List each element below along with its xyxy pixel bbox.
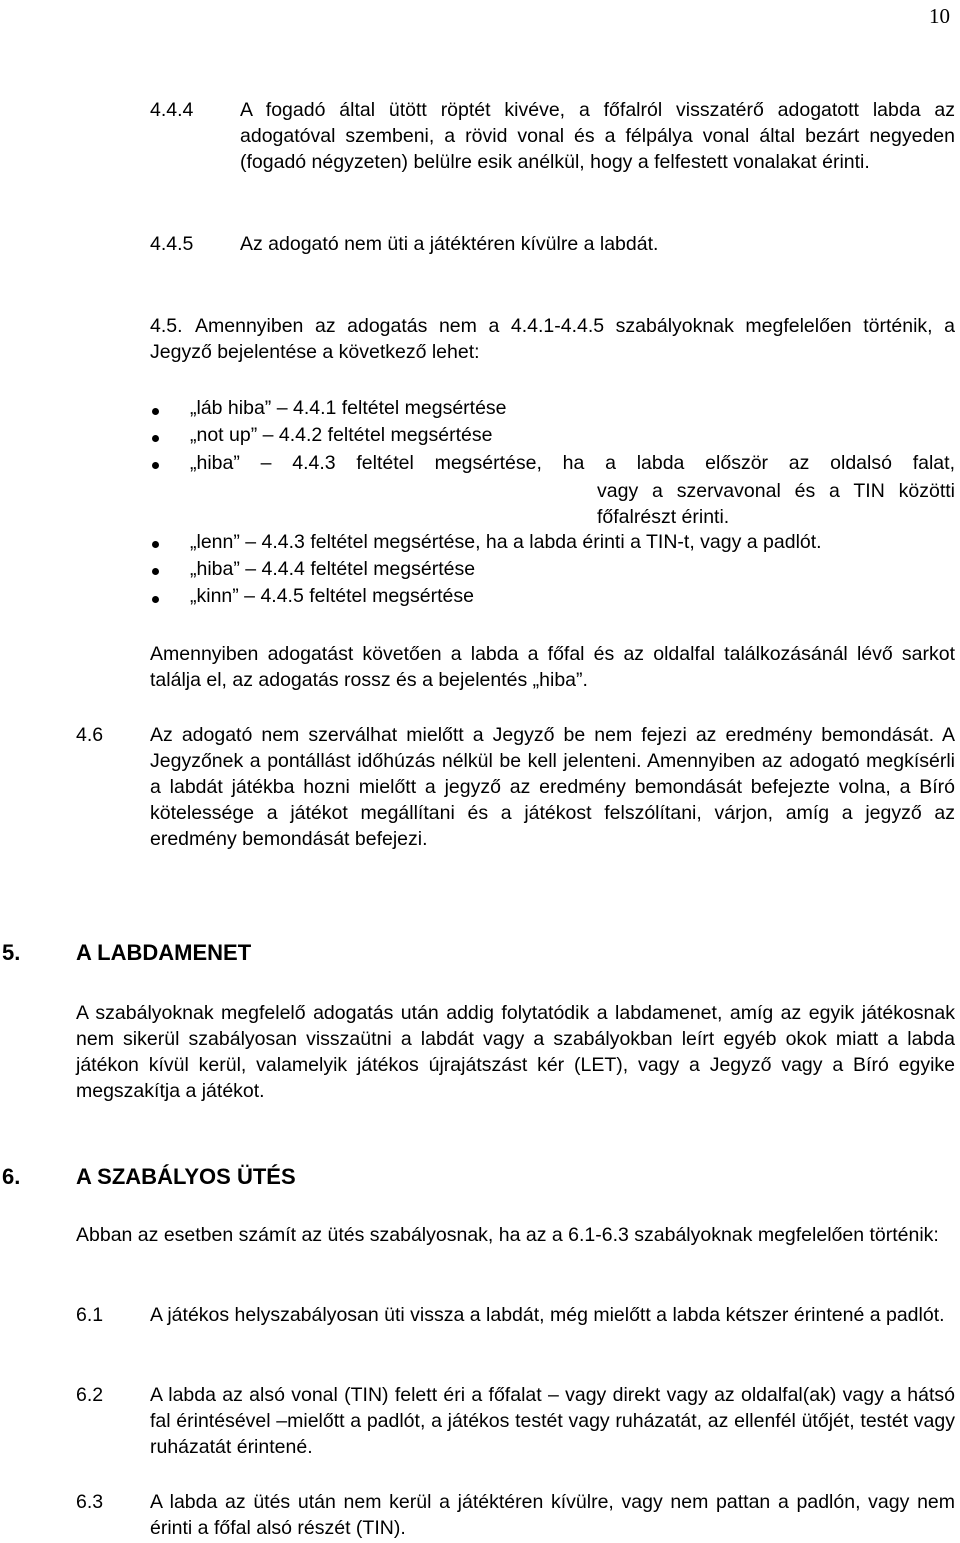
page-number: 10 [929,4,950,28]
rule-text-6-1: A játékos helyszabályosan üti vissza a labdát, még mielőtt a labda kétszer érintené a padlót. [150,1304,945,1326]
section-text-4-6: Az adogató nem szerválhat mielőtt a Jegyző be nem fejezi az eredmény bemondását. A Jegyzőnek a pontállást időhúzás nélkül be kell jelenteni. Amennyiben az adogató megkísérli a labdát játékba hozni mielőtt a jegyző az eredmény bemondását befejezte volna, a Bíró kötelessége a játékot megállítani és a játékost felszólítani, várjon, amíg a jegyző az eredmény bemondását befejezi. [150,724,955,850]
section-text-4-5: Amennyiben az adogatás nem a 4.4.1-4.4.5 szabályoknak megfelelően történik, a Jegyző bejelentése a következő lehet: [150,315,955,363]
bullet-dot [152,596,159,603]
list-item: „láb hiba” – 4.4.1 feltétel megsértése [190,397,507,419]
bullet-dot [152,408,159,415]
section-number-4-4-4: 4.4.4 [150,99,194,121]
heading-labdamenet: A LABDAMENET [76,940,252,965]
bullet-dot [152,568,159,575]
list-item: „lenn” – 4.4.3 feltétel megsértése, ha a labda érinti a TIN-t, vagy a padlót. [190,531,822,553]
rule-number-6-2: 6.2 [76,1384,104,1406]
list-item: „hiba” – 4.4.4 feltétel megsértése [190,558,476,580]
rule-text-6-3: A labda az ütés után nem kerül a játéktéren kívülre, vagy nem pattan a padlón, vagy nem érinti a főfal alsó részét (TIN). [150,1491,955,1539]
list-item: „hiba” – 4.4.3 feltétel megsértése, ha a labda először az oldalsó falat, [190,452,955,474]
rule-number-6-1: 6.1 [76,1304,104,1326]
section-text-5: A szabályoknak megfelelő adogatás után addig folytatódik a labdamenet, amíg az egyik játékosnak nem sikerül szabályosan visszaütni a labdát vagy a szabályokban leírt egyéb okok miatt a labda játékon kívül kerül, valamelyik játékos újrajátszást kér (LET), vagy a Jegyző vagy a Bíró egyike megszakítja a játékot. [76,1002,955,1102]
rule-number-6-3: 6.3 [76,1491,104,1513]
rule-text-6-2: A labda az alsó vonal (TIN) felett éri a főfalat – vagy direkt vagy az oldalfal(ak) vagy a hátsó fal érintésével –mielőtt a padlót, a játékos testét vagy ruházatát, az ellenfél ütőjét, testét vagy ruházatát érintené. [150,1384,955,1458]
list-item: „kinn” – 4.4.5 feltétel megsértése [190,585,474,607]
list-item: „not up” – 4.4.2 feltétel megsértése [190,424,493,446]
bullet-dot [152,541,159,548]
section-text-4-4-5: Az adogató nem üti a játéktéren kívülre a labdát. [240,233,659,255]
heading-number-6: 6. [2,1164,21,1189]
section-number-4-6: 4.6 [76,724,104,746]
section-number-4-5: 4.5. [150,315,183,337]
bullet-dot [152,462,159,469]
section-text-6: Abban az esetben számít az ütés szabályosnak, ha az a 6.1-6.3 szabályoknak megfelelően történik: [76,1224,939,1246]
section-text-4-4-4: A fogadó által ütött röptét kivéve, a főfalról visszatérő adogatott labda az adogatóval szembeni, a rövid vonal és a félpálya vonal által bezárt negyeden (fogadó négyzeten) belülre esik anélkül, hogy a felfestett vonalakat érinti. [240,99,955,173]
heading-szabalyos-utes: A SZABÁLYOS ÜTÉS [76,1164,296,1189]
corner-serve-note: Amennyiben adogatást követően a labda a főfal és az oldalfal találkozásánál lévő sarkot találja el, az adogatás rossz és a bejelentés „hiba”. [150,643,955,691]
section-number-4-4-5: 4.4.5 [150,233,194,255]
list-item-continuation: vagy a szervavonal és a TIN közötti főfalrészt érinti. [597,480,955,528]
bullet-dot [152,435,159,442]
heading-number-5: 5. [2,940,21,965]
